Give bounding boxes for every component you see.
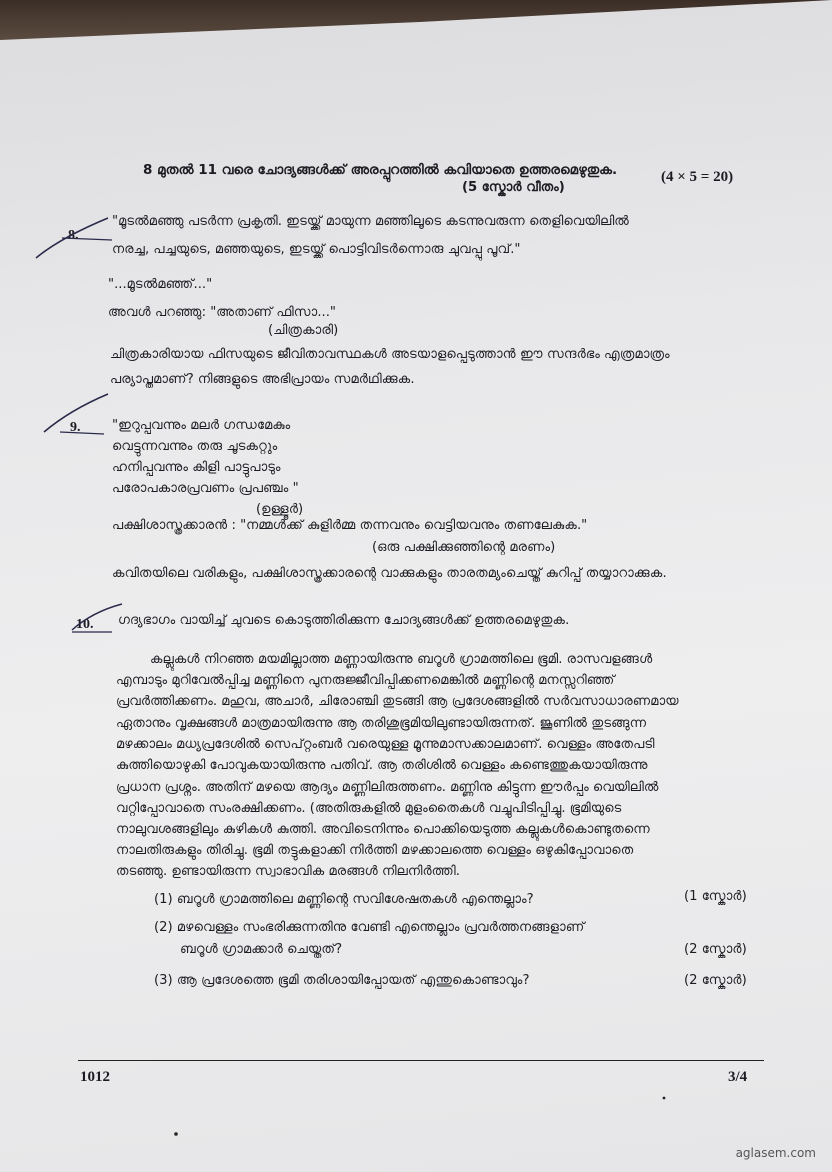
q9-quote: പക്ഷിശാസ്ത്രക്കാരൻ : "നമ്മൾക്ക് കുളിർമ്മ തന്നവനും വെട്ടിയവനും തണലേകുക." xyxy=(112,518,588,533)
q9-question: കവിതയിലെ വരികളും, പക്ഷിശാസ്ത്രക്കാരന്റെ വാക്കുകളും താരതമ്യംചെയ്ത് കുറിപ്പ് തയ്യാറാക്കുക. xyxy=(112,566,667,581)
q8-line-2: നരച്ച, പച്ചയുടെ, മഞ്ഞയുടെ, ഇടയ്ക്ക് പൊട്ടിവിടർന്നൊരു ചുവപ്പു പൂവ്." xyxy=(112,242,521,257)
q8-line-3: "...മൂടൽമഞ്ഞ്..." xyxy=(108,277,213,292)
q8-question-2: പര്യാപ്തമാണ്? നിങ്ങളുടെ അഭിപ്രായം സമർഥിക്കുക. xyxy=(110,372,415,387)
q9-poem-line-4: പരോപകാരപ്രവണം പ്രപഞ്ചം " xyxy=(112,481,299,496)
q10-passage-line: എമ്പാടും മുറിവേൽപ്പിച്ച മണ്ണിനെ പുനരുജ്ജീവിപ്പിക്കണമെങ്കിൽ മണ്ണിന്റെ മനസ്സറിഞ്ഞ് xyxy=(116,673,615,688)
underline-mark xyxy=(60,432,104,434)
question-number-8: 8. xyxy=(68,228,79,243)
page-number: 3/4 xyxy=(728,1069,748,1085)
q10-passage-line: നാലതിരുകളും തിരിച്ചു. ഭൂമി തട്ടുകളാക്കി നിർത്തി മഴക്കാലത്തെ വെള്ളം ഒഴുകിപ്പോവാതെ xyxy=(116,843,634,858)
q8-question-1: ചിത്രകാരിയായ ഫിസയുടെ ജീവിതാവസ്ഥകൾ അടയാളപ്പെടുത്താൻ ഈ സന്ദർഭം എത്രമാത്രം xyxy=(110,347,670,362)
section-marks: (4 × 5 = 20) xyxy=(661,169,734,185)
q10-passage-line: തടഞ്ഞു. ഉണ്ടായിരുന്ന സ്വാഭാവിക മരങ്ങൾ നിലനിർത്തി. xyxy=(116,864,460,879)
q8-line-1: "മൂടൽമഞ്ഞു പടർന്ന പ്രകൃതി. ഇടയ്ക്ക് മായുന്ന മഞ്ഞിലൂടെ കടന്നുവരുന്ന തെളിവെയിലിൽ xyxy=(112,214,629,229)
q9-quote-source: (ഒരു പക്ഷിക്കുഞ്ഞിന്റെ മരണം) xyxy=(372,540,556,555)
q9-poet: (ഉള്ളൂർ) xyxy=(256,502,304,517)
section-instruction: 8 മുതൽ 11 വരെ ചോദ്യങ്ങൾക്ക് അരപ്പുറത്തിൽ കവിയാതെ ഉത്തരമെഴുതുക. xyxy=(143,162,618,178)
score-note: (5 സ്കോർ വീതം) xyxy=(462,180,565,195)
q10-passage-line: ഏതാനും വൃക്ഷങ്ങൾ മാത്രമായിരുന്നു ആ തരിശുഭൂമിയിലുണ്ടായിരുന്നത്. ജൂണിൽ തുടങ്ങുന്ന xyxy=(116,716,647,731)
footer-rule xyxy=(78,1060,764,1061)
q10-subquestion-1: (1) ബറൂൾ ഗ്രാമത്തിലെ മണ്ണിന്റെ സവിശേഷതകൾ എന്തെല്ലാം? xyxy=(154,892,534,907)
q10-sub2-marks: (2 സ്കോർ) xyxy=(684,942,747,957)
q10-passage-line: നാലുവശങ്ങളിലും കുഴികൾ കുത്തി. അവിടെനിന്നും പൊക്കിയെടുത്ത കല്ലുകൾകൊണ്ടുതന്നെ xyxy=(116,822,650,837)
paper-code: 1012 xyxy=(80,1069,110,1085)
q10-passage-line: കല്ലുകൾ നിറഞ്ഞ മയമില്ലാത്ത മണ്ണായിരുന്നു ബറൂൾ ഗ്രാമത്തിലെ ഭൂമി. രാസവളങ്ങൾ xyxy=(150,652,653,667)
question-number-9: 9. xyxy=(70,420,81,435)
q10-intro: ഗദ്യഭാഗം വായിച്ച് ചുവടെ കൊടുത്തിരിക്കുന്ന ചോദ്യങ്ങൾക്ക് ഉത്തരമെഴുതുക. xyxy=(118,613,570,628)
q10-sub3-marks: (2 സ്കോർ) xyxy=(684,973,747,988)
q10-passage-line: മഴക്കാലം മധ്യപ്രദേശിൽ സെപ്റ്റംബർ വരെയുള്ള മൂന്നുമാസക്കാലമാണ്. വെള്ളം അതേപടി xyxy=(116,737,655,752)
watermark: aglasem.com xyxy=(735,1146,816,1160)
q10-passage-line: കുത്തിയൊഴുകി പോവുകയായിരുന്നു പതിവ്. ആ തരിശിൽ വെള്ളം കണ്ടെത്തുകയായിരുന്നു xyxy=(116,758,648,773)
q10-subquestion-2-cont: ബറൂൾ ഗ്രാമക്കാർ ചെയ്തത്? xyxy=(180,942,343,957)
q9-poem-line-2: വെട്ടുന്നവന്നും തരു ചൂടകറ്റും xyxy=(112,439,278,454)
ink-dot xyxy=(174,1132,178,1136)
q10-passage-line: പ്രധാന പ്രശ്നം. അതിന് മഴയെ ആദ്യം മണ്ണിലിരുത്തണം. മണ്ണിനു കിട്ടുന്ന ഈർപ്പം വെയിലിൽ xyxy=(116,780,659,795)
q10-passage-line: വറ്റിപ്പോവാതെ സംരക്ഷിക്കണം. (അതിരുകളിൽ മുളംതൈകൾ വച്ചുപിടിപ്പിച്ചു. ഭൂമിയുടെ xyxy=(116,801,622,816)
q10-subquestion-2: (2) മഴവെള്ളം സംഭരിക്കുന്നതിനു വേണ്ടി എന്തെല്ലാം പ്രവർത്തനങ്ങളാണ് xyxy=(154,920,585,935)
ink-dot xyxy=(663,1097,666,1100)
q10-passage-line: പ്രവർത്തിക്കണം. മഹുവ, അചാർ, ചിരോഞ്ചി തുടങ്ങി ആ പ്രദേശങ്ങളിൽ സർവസാധാരണമായ xyxy=(116,694,679,709)
q10-sub1-marks: (1 സ്കോർ) xyxy=(684,889,747,904)
question-number-10: 10. xyxy=(76,617,94,632)
q9-poem-line-3: ഹനിപ്പവന്നും കിളി പാട്ടുപാടും xyxy=(112,460,281,475)
q10-subquestion-3: (3) ആ പ്രദേശത്തെ ഭൂമി തരിശായിപ്പോയത് എന്തുകൊണ്ടാവും? xyxy=(154,973,530,988)
q8-line-4: അവൾ പറഞ്ഞു: "അതാണ് ഫിസാ..." xyxy=(108,305,336,320)
q9-poem-line-1: "ഇറുപ്പവന്നും മലർ ഗന്ധമേകും xyxy=(112,418,291,433)
q8-source: (ചിത്രകാരി) xyxy=(268,323,339,338)
